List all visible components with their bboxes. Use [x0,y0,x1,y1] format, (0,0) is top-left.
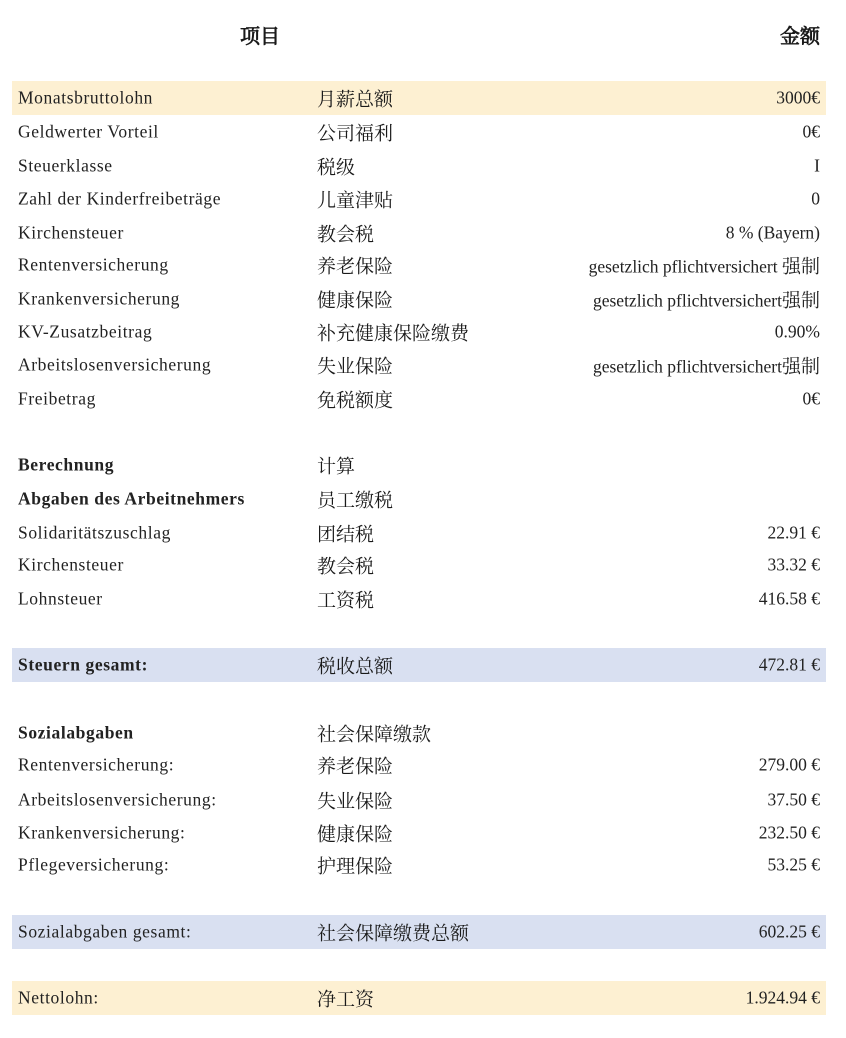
value: 37.50 € [767,789,820,810]
row-pension-insurance [12,248,826,282]
label-de: Monatsbruttolohn [18,87,154,108]
value: 279.00 € [758,754,820,775]
label-zh: 失业保险 [317,355,394,378]
label-de: Rentenversicherung: [18,754,175,775]
label-zh: 健康保险 [317,823,394,846]
label-de: Lohnsteuer [18,588,103,609]
label-zh: 净工资 [317,988,375,1011]
label-de: Rentenversicherung [18,254,169,275]
section-title-zh: 社会保障缴款 [317,723,432,746]
value: 602.25 € [758,921,820,942]
section-title-de: Sozialabgaben [18,722,134,743]
value-suffix: 强制 [781,289,820,312]
row-church-tax [12,548,826,582]
value [593,286,820,313]
value-suffix: 强制 [781,255,820,278]
value: 232.50 € [758,822,820,843]
label-de: KV-Zusatzbeitrag [18,321,153,342]
label-zh: 儿童津贴 [317,189,394,212]
label-zh: 工资税 [317,589,375,612]
label-zh: 补充健康保险缴费 [317,322,470,345]
column-header-item: 项目 [240,24,280,48]
label-de: Arbeitslosenversicherung: [18,789,217,810]
label-zh: 社会保障缴费总额 [317,922,470,945]
section-employee-contributions [12,482,826,516]
row-monthly-gross [12,81,826,115]
section-title-zh: 计算 [317,455,356,478]
label-zh: 月薪总额 [317,88,394,111]
value: 33.32 € [767,554,820,575]
label-de: Nettolohn: [18,987,99,1008]
value: 0€ [802,388,820,409]
label-zh: 失业保险 [317,790,394,813]
value: I [814,155,820,176]
label-de: Steuerklasse [18,155,113,176]
label-zh: 教会税 [317,555,375,578]
label-zh: 免税额度 [317,389,394,412]
label-de: Solidaritätszuschlag [18,522,171,543]
value-text: gesetzlich pflichtversichert [592,356,782,377]
label-de: Pflegeversicherung: [18,854,170,875]
label-zh: 税收总额 [317,655,394,678]
value [593,352,820,379]
row-solidarity-surcharge [12,516,826,550]
label-zh: 教会税 [317,223,375,246]
value: 0€ [802,121,820,142]
row-kv-supplement [12,315,826,349]
section-title-zh: 员工缴税 [317,489,394,512]
section-social-contributions [12,716,826,750]
row-social-pension [12,748,826,782]
row-social-health [12,816,826,850]
value [589,252,820,279]
row-benefit [12,115,826,149]
section-title-de: Berechnung [18,454,115,475]
row-social-unemployment [12,783,826,817]
value: 1.924.94 € [745,987,820,1008]
column-header-amount: 金额 [780,24,820,48]
label-de: Steuern gesamt: [18,654,149,675]
value: 22.91 € [767,522,820,543]
value: 3000€ [776,87,820,108]
section-calculation [12,448,826,482]
label-de: Sozialabgaben gesamt: [18,921,192,942]
label-de: Krankenversicherung [18,288,181,309]
label-zh: 护理保险 [317,855,394,878]
value-suffix: 强制 [781,355,820,378]
value: 416.58 € [758,588,820,609]
row-unemployment-insurance [12,348,826,382]
label-de: Arbeitslosenversicherung [18,354,212,375]
row-allowance [12,382,826,416]
label-de: Zahl der Kinderfreibeträge [18,188,222,209]
row-net-salary [12,981,826,1015]
row-child-allowance [12,182,826,216]
row-health-insurance [12,282,826,316]
row-social-total [12,915,826,949]
label-zh: 公司福利 [317,122,394,145]
label-zh: 团结税 [317,523,375,546]
value: 8 % (Bayern) [725,222,820,243]
row-tax-class [12,149,826,183]
value: 53.25 € [767,854,820,875]
label-zh: 税级 [317,156,356,179]
value-text: gesetzlich pflichtversichert [588,256,782,277]
row-church-tax-rate [12,216,826,250]
label-zh: 养老保险 [317,755,394,778]
row-social-care [12,848,826,882]
label-de: Krankenversicherung: [18,822,186,843]
value: 0 [811,188,820,209]
value-text: gesetzlich pflichtversichert [592,290,782,311]
section-title-de: Abgaben des Arbeitnehmers [18,488,245,509]
value: 472.81 € [758,654,820,675]
label-zh: 养老保险 [317,255,394,278]
row-taxes-total [12,648,826,682]
label-de: Kirchensteuer [18,554,124,575]
value: 0.90% [774,321,820,342]
label-de: Freibetrag [18,388,96,409]
label-de: Kirchensteuer [18,222,124,243]
label-de: Geldwerter Vorteil [18,121,159,142]
label-zh: 健康保险 [317,289,394,312]
row-wage-tax [12,582,826,616]
